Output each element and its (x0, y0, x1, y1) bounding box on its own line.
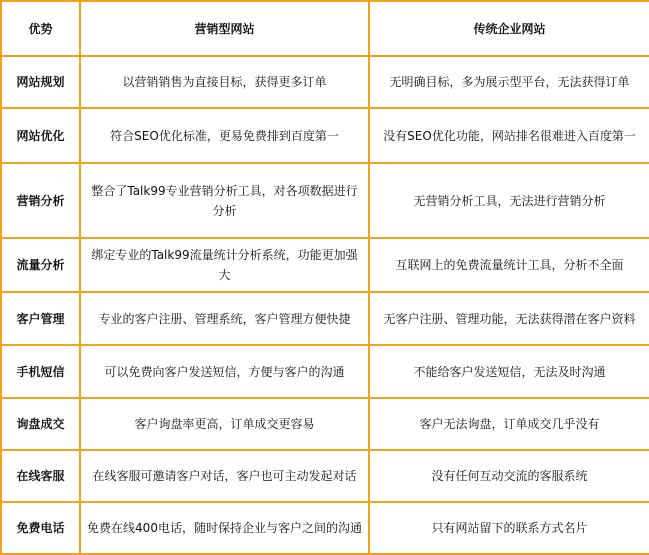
row-traditional-cell: 无营销分析工具，无法进行营销分析 (370, 164, 649, 239)
table-row (2, 109, 649, 164)
row-traditional-cell: 无明确目标，多为展示型平台，无法获得订单 (370, 57, 649, 109)
table-row (2, 346, 649, 399)
table-row (2, 503, 649, 555)
table-row (2, 451, 649, 503)
table-row (2, 399, 649, 451)
header-advantage: 优势 (2, 2, 81, 57)
row-marketing-cell: 可以免费向客户发送短信，方便与客户的沟通 (81, 346, 370, 399)
row-marketing-cell: 以营销销售为直接目标，获得更多订单 (81, 57, 370, 109)
row-traditional-cell: 没有任何互动交流的客服系统 (370, 451, 649, 503)
table-row (2, 57, 649, 109)
row-feature: 营销分析 (2, 164, 81, 239)
row-marketing-cell: 专业的客户注册、管理系统，客户管理方便快捷 (81, 293, 370, 346)
row-feature: 询盘成交 (2, 399, 81, 451)
table-row (2, 164, 649, 239)
row-traditional-cell: 不能给客户发送短信，无法及时沟通 (370, 346, 649, 399)
row-feature: 客户管理 (2, 293, 81, 346)
row-feature: 手机短信 (2, 346, 81, 399)
row-marketing-cell: 整合了Talk99专业营销分析工具，对各项数据进行分析 (81, 164, 370, 239)
table-row (2, 239, 649, 293)
row-marketing-cell: 绑定专业的Talk99流量统计分析系统，功能更加强大 (81, 239, 370, 293)
row-feature: 网站规划 (2, 57, 81, 109)
row-feature: 网站优化 (2, 109, 81, 164)
header-traditional-website: 传统企业网站 (370, 2, 649, 57)
row-marketing-cell: 符合SEO优化标准，更易免费排到百度第一 (81, 109, 370, 164)
row-traditional-cell: 只有网站留下的联系方式名片 (370, 503, 649, 555)
row-marketing-cell: 客户询盘率更高，订单成交更容易 (81, 399, 370, 451)
table-row (2, 293, 649, 346)
row-traditional-cell: 无客户注册、管理功能，无法获得潜在客户资料 (370, 293, 649, 346)
header-marketing-website: 营销型网站 (81, 2, 370, 57)
header-row (2, 2, 649, 57)
row-traditional-cell: 客户无法询盘，订单成交几乎没有 (370, 399, 649, 451)
row-feature: 流量分析 (2, 239, 81, 293)
row-traditional-cell: 没有SEO优化功能，网站排名很难进入百度第一 (370, 109, 649, 164)
row-traditional-cell: 互联网上的免费流量统计工具，分析不全面 (370, 239, 649, 293)
row-marketing-cell: 免费在线400电话，随时保持企业与客户之间的沟通 (81, 503, 370, 555)
row-feature: 在线客服 (2, 451, 81, 503)
row-feature: 免费电话 (2, 503, 81, 555)
row-marketing-cell: 在线客服可邀请客户对话，客户也可主动发起对话 (81, 451, 370, 503)
